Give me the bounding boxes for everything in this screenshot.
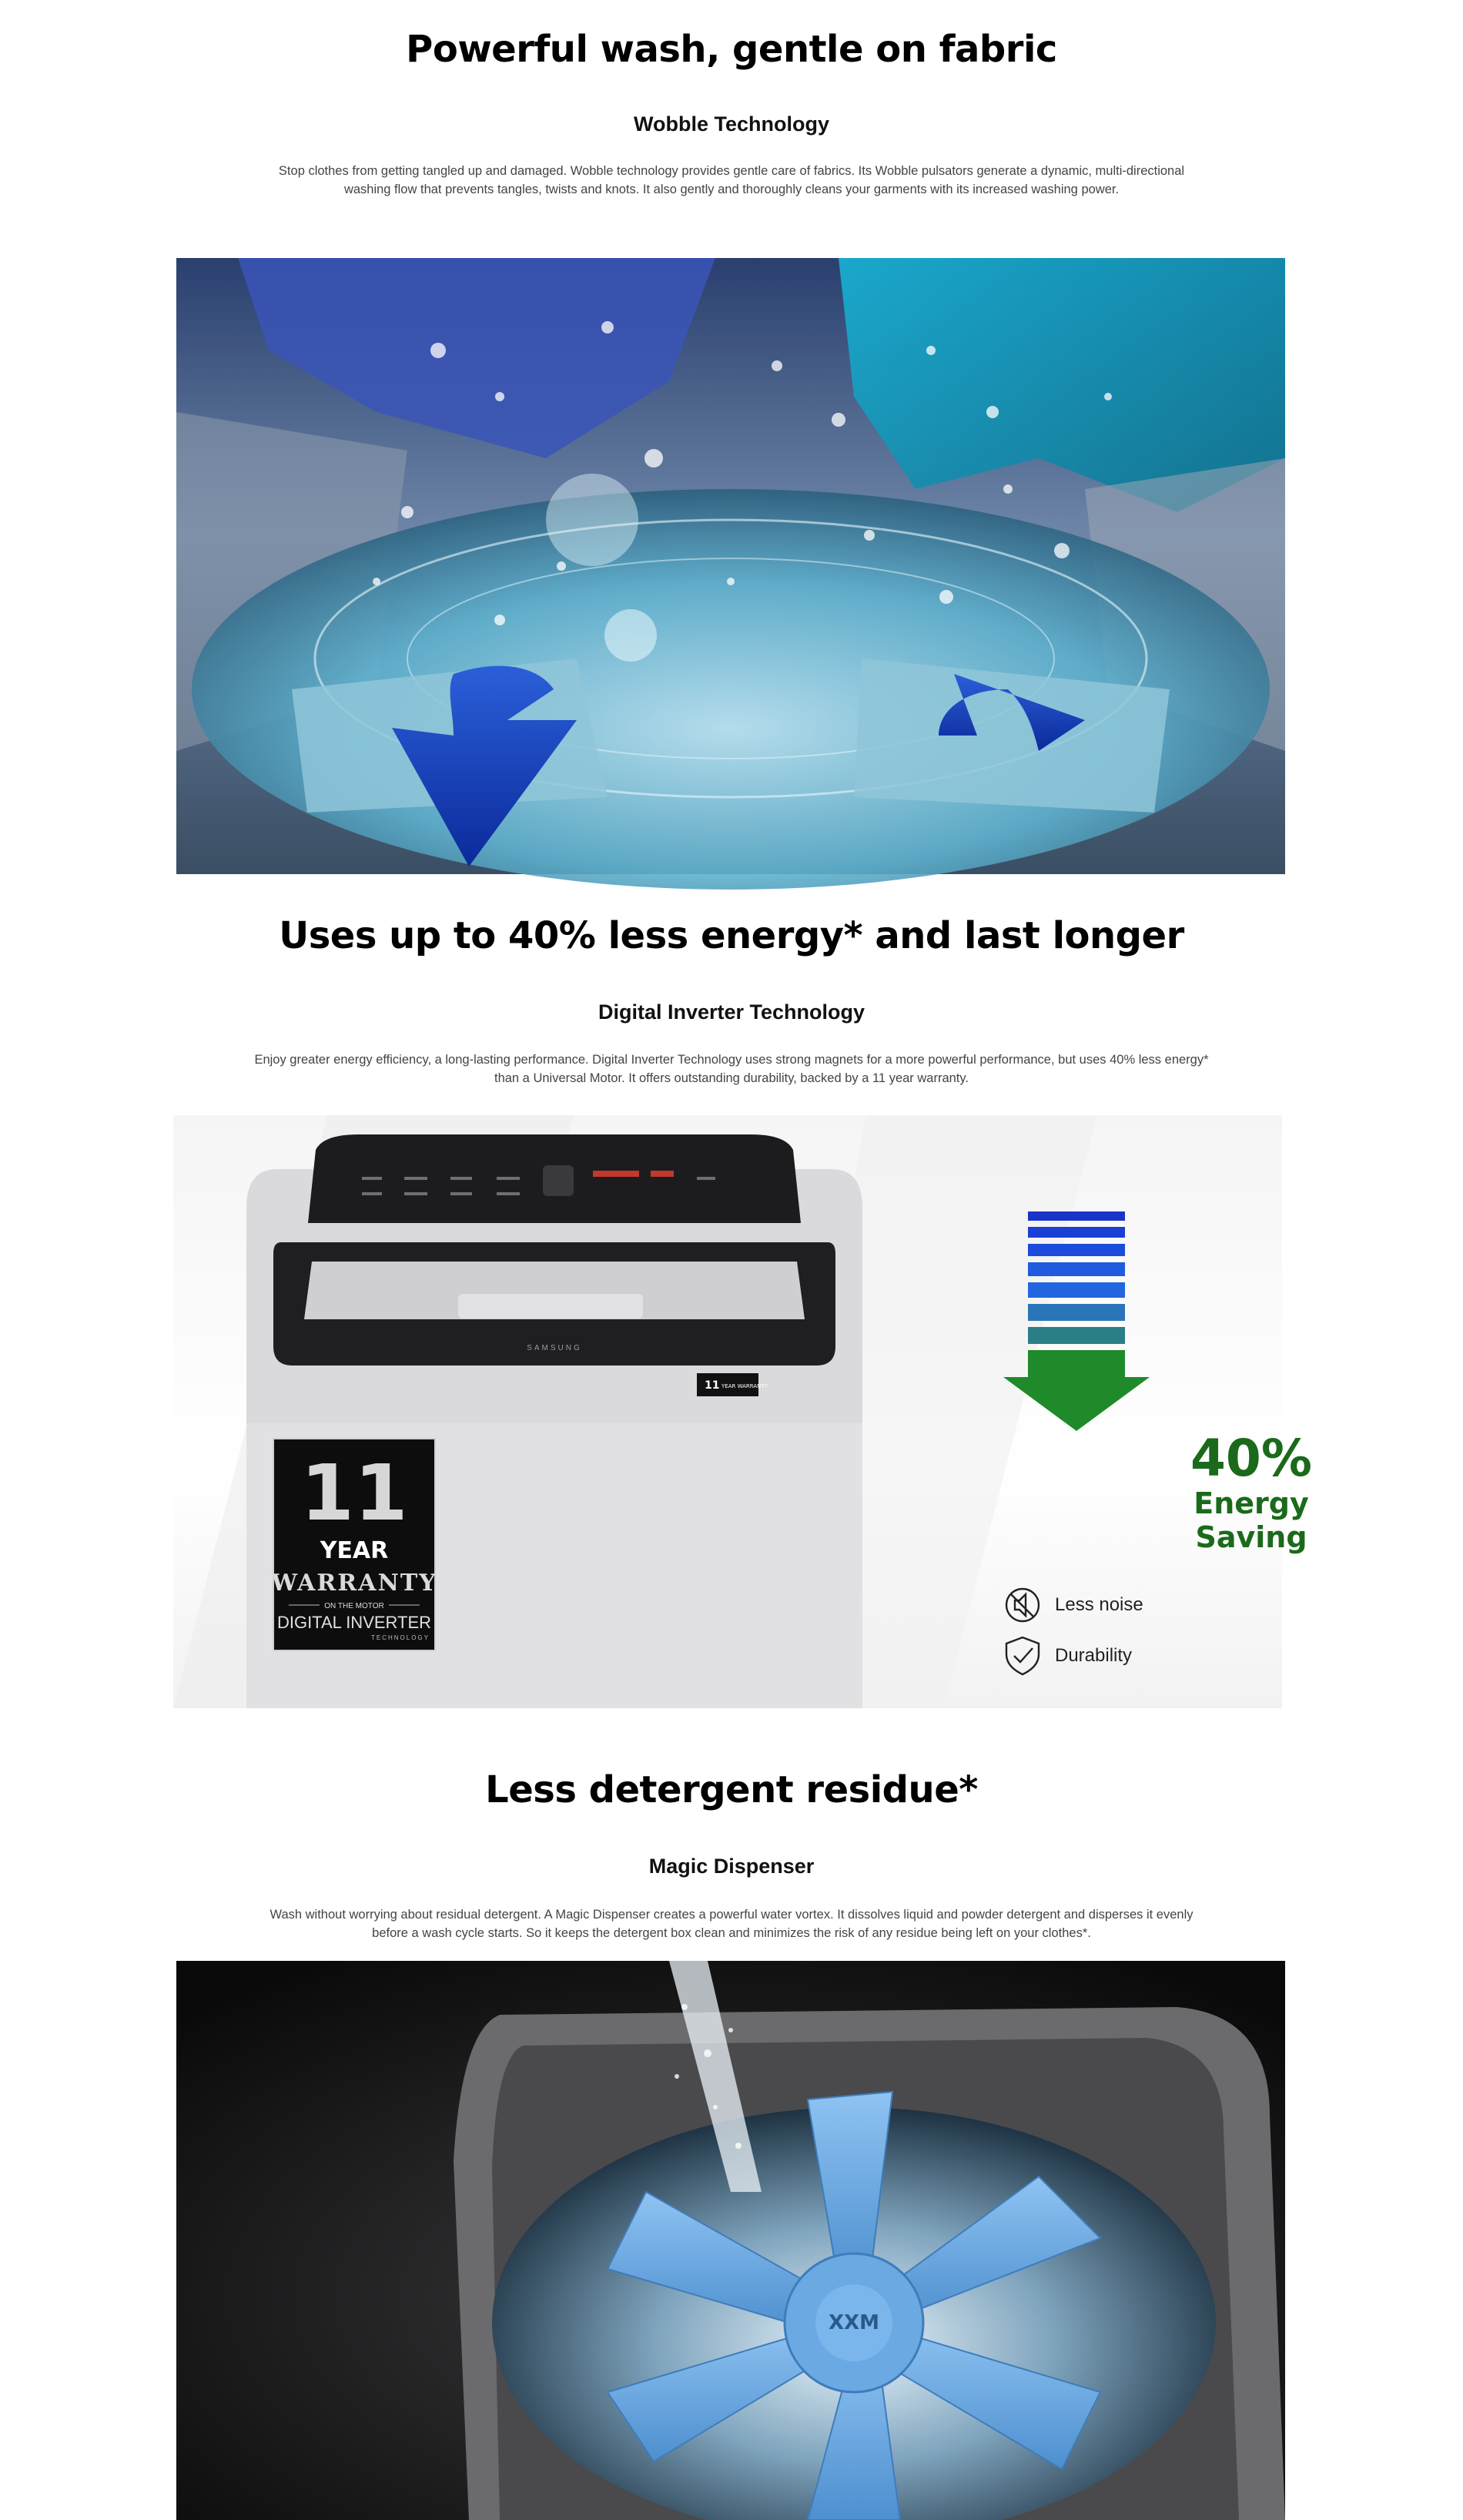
magic-dispenser-image	[176, 1961, 1285, 2520]
mute-icon	[1006, 1589, 1039, 1621]
section-2-subtitle: Digital Inverter Technology	[598, 1000, 865, 1024]
section-2-description: Enjoy greater energy efficiency, a long-lasting performance. Digital Inverter Technology uses strong magnets for a more powerful performance, but uses 40% less energy* than a Universal Motor. It offers outstanding durability, backed by a 11 year warranty.	[254, 1053, 1209, 1085]
warranty-label: WARRANTY	[271, 1570, 437, 1597]
feature-less-noise: Less noise	[1055, 1594, 1143, 1615]
digital-inverter-image	[173, 1115, 1312, 1708]
small-badge-text: YEAR WARRANTY	[721, 1383, 768, 1389]
warranty-tech1: DIGITAL INVERTER	[276, 1613, 432, 1632]
section-3-title: Less detergent residue*	[485, 1768, 978, 1811]
warranty-number: 11	[300, 1448, 408, 1538]
warranty-on-motor: ON THE MOTOR	[324, 1602, 384, 1610]
section-2-title: Uses up to 40% less energy* and last longer	[279, 914, 1184, 957]
section-1-description: Stop clothes from getting tangled up and damaged. Wobble technology provides gentle care of fabrics. Its Wobble pulsators generate a dynamic, multi-directional washing flow that prevents tangles, twists and knots. It also gently and thoroughly cleans your garments with its increased washing power.	[278, 164, 1185, 196]
warranty-tech2: TECHNOLOGY	[370, 1634, 430, 1641]
section-3-description: Wash without worrying about residual detergent. A Magic Dispenser creates a powerful water vortex. It dissolves liquid and powder detergent and disperses it evenly before a wash cycle starts. So it keeps the detergent box clean and minimizes the risk of any residue being left on your clothes*.	[270, 1908, 1194, 1940]
energy-percent: 40%	[1190, 1429, 1312, 1488]
small-badge-number: 11	[705, 1379, 720, 1392]
warranty-year: YEAR	[320, 1537, 389, 1564]
section-1-title: Powerful wash, gentle on fabric	[406, 28, 1057, 71]
wobble-technology-image	[176, 258, 1285, 874]
feature-durability: Durability	[1055, 1645, 1133, 1666]
section-1-subtitle: Wobble Technology	[634, 112, 829, 136]
washer-brand-text: SAMSUNG	[527, 1344, 582, 1352]
paddle-text: XXM	[829, 2311, 879, 2334]
section-3-subtitle: Magic Dispenser	[648, 1855, 815, 1878]
shield-check-icon	[1006, 1637, 1039, 1674]
energy-label: Energy Saving	[1194, 1486, 1309, 1554]
